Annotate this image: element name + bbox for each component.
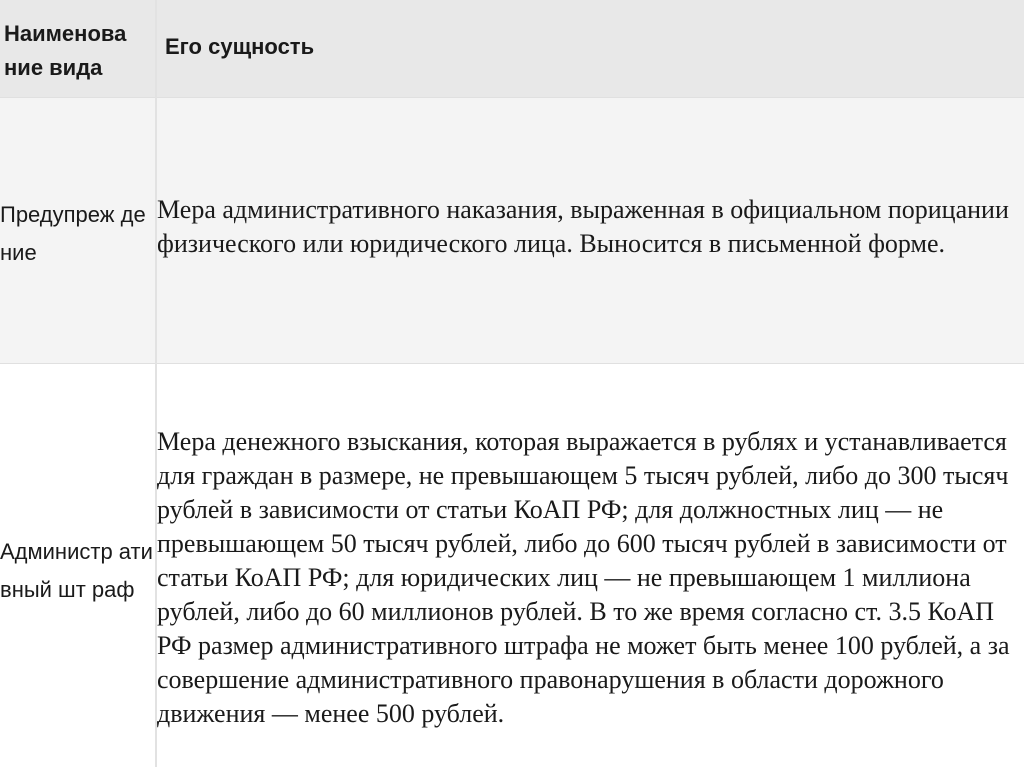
- table-header-row: [0, 0, 1024, 97]
- penalty-name-cell: Администр ативный шт раф: [0, 363, 156, 767]
- table-row: [0, 97, 1024, 363]
- penalty-description-cell: Мера денежного взыскания, которая выражается в рублях и устанавливается для граждан в размере, не превышающем 5 тысяч рублей, либо до 300 тысяч рублей в зависимости от статьи КоАП РФ; для должностных лиц — не превышающем 50 тысяч рублей, либо до 600 тысяч рублей в зависимости от статьи КоАП РФ; для юридических лиц — не превышающем 1 миллиона рублей, либо до 60 миллионов рублей. В то же время согласно ст. 3.5 КоАП РФ размер административного штрафа не может быть менее 100 рублей, а за совершение административного правонарушения в области дорожного движения — менее 500 рублей.: [156, 363, 1024, 767]
- penalty-name-cell: Предупреж дение: [0, 97, 156, 363]
- header-penalty-essence: Его сущность: [165, 34, 315, 60]
- penalty-description-cell: Мера административного наказания, выраженная в официальном порицании физического или юридического лица. Выносится в письменной форме.: [156, 97, 1024, 363]
- table-row: [0, 363, 1024, 767]
- header-penalty-name: Наименова ние вида: [0, 0, 156, 97]
